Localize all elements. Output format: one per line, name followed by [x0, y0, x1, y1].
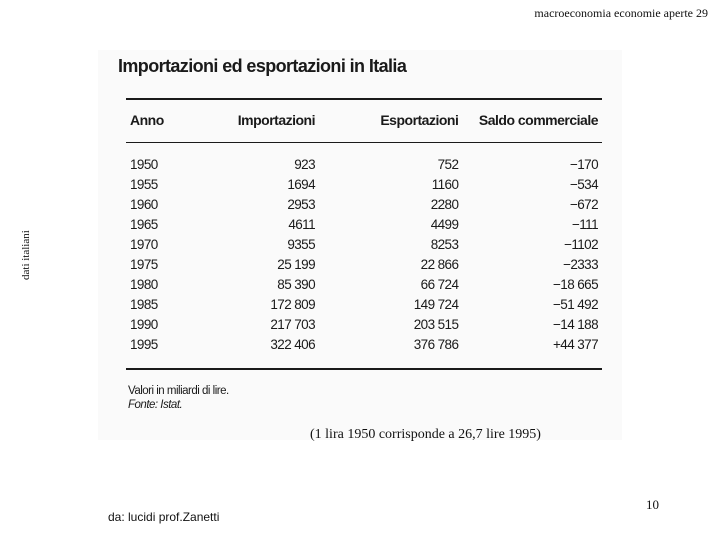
- cell-saldo: −534: [569, 176, 598, 192]
- table-row: [126, 234, 602, 254]
- cell-importazioni: 2953: [287, 196, 315, 212]
- table-row: [126, 142, 602, 174]
- note-source: Fonte: Istat.: [128, 399, 183, 411]
- col-header-importazioni: Importazioni: [237, 112, 315, 128]
- cell-importazioni: 923: [294, 156, 315, 172]
- slide-header-course: macroeconomia economie aperte 29: [534, 6, 708, 20]
- cell-saldo: −672: [569, 196, 598, 212]
- cell-saldo: −111: [571, 216, 598, 232]
- table-bottom-rule: [126, 368, 602, 370]
- scanned-table-image: [98, 50, 622, 440]
- cell-esportazioni: 203 515: [413, 316, 459, 332]
- cell-anno: 1950: [130, 156, 158, 172]
- cell-anno: 1975: [130, 256, 158, 272]
- table-row: [126, 274, 602, 294]
- cell-importazioni: 217 703: [270, 316, 315, 332]
- cell-saldo: −51 492: [553, 296, 598, 312]
- cell-anno: 1985: [130, 296, 158, 312]
- col-header-saldo: Saldo commerciale: [478, 112, 598, 128]
- table-row: [126, 294, 602, 314]
- cell-saldo: −170: [569, 156, 598, 172]
- note-units: Valori in miliardi di lire.: [128, 385, 229, 397]
- table-notes: [128, 384, 229, 412]
- col-header-esportazioni: Esportazioni: [380, 112, 459, 128]
- cell-esportazioni: 8253: [430, 236, 459, 252]
- side-label-text: dati italiani: [20, 230, 32, 280]
- cell-esportazioni: 2280: [430, 196, 459, 212]
- cell-esportazioni: 1160: [431, 176, 459, 192]
- table-row: [126, 314, 602, 334]
- cell-anno: 1995: [130, 336, 158, 352]
- vertical-side-label: [20, 150, 40, 280]
- table-title: Importazioni ed esportazioni in Italia: [118, 56, 407, 76]
- footer-credit: da: lucidi prof.Zanetti: [108, 510, 220, 524]
- cell-importazioni: 85 390: [277, 276, 315, 292]
- table-row: [126, 174, 602, 194]
- table-row: [126, 214, 602, 234]
- cell-importazioni: 25 199: [277, 256, 315, 272]
- page-number: 10: [646, 497, 659, 512]
- cell-esportazioni: 4499: [430, 216, 459, 232]
- cell-esportazioni: 149 724: [413, 296, 459, 312]
- cell-saldo: −1102: [564, 236, 598, 252]
- table-body: [126, 142, 602, 354]
- cell-anno: 1990: [130, 316, 158, 332]
- cell-importazioni: 9355: [287, 236, 315, 252]
- cell-importazioni: 1694: [287, 176, 315, 192]
- conversion-note: (1 lira 1950 corrisponde a 26,7 lire 1995): [310, 427, 541, 442]
- cell-importazioni: 172 809: [270, 296, 315, 312]
- col-header-anno: Anno: [130, 112, 164, 128]
- cell-saldo: −18 665: [553, 276, 598, 292]
- cell-anno: 1955: [130, 176, 158, 192]
- cell-esportazioni: 752: [437, 156, 459, 172]
- cell-esportazioni: 22 866: [420, 256, 459, 272]
- cell-anno: 1980: [130, 276, 158, 292]
- cell-anno: 1960: [130, 196, 158, 212]
- cell-esportazioni: 66 724: [420, 276, 459, 292]
- cell-esportazioni: 376 786: [413, 336, 459, 352]
- table-row: [126, 334, 602, 354]
- cell-saldo: −2333: [563, 256, 598, 272]
- table-row: [126, 194, 602, 214]
- cell-saldo: +44 377: [553, 336, 598, 352]
- cell-saldo: −14 188: [553, 316, 598, 332]
- cell-importazioni: 322 406: [270, 336, 315, 352]
- cell-importazioni: 4611: [288, 216, 315, 232]
- cell-anno: 1970: [130, 236, 158, 252]
- table-header-row: [126, 98, 602, 142]
- cell-anno: 1965: [130, 216, 158, 232]
- table-row: [126, 254, 602, 274]
- trade-table: [126, 98, 602, 354]
